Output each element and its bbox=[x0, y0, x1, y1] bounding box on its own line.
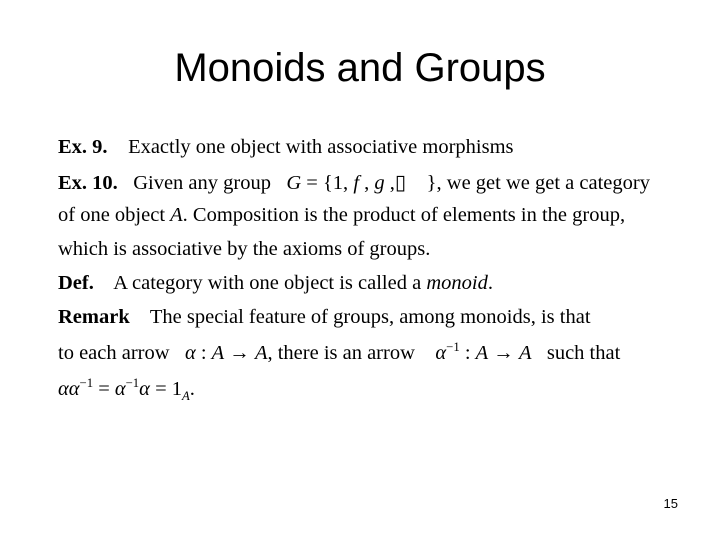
comma-1: , bbox=[359, 172, 375, 194]
equals-identity: = 1 bbox=[149, 378, 182, 400]
example-10-text-after: }, we get we get a category bbox=[426, 172, 650, 194]
equals-1: = bbox=[93, 378, 115, 400]
remark-text: The special feature of groups, among monoids, is that bbox=[149, 306, 591, 328]
line-7-t1: to each arrow bbox=[58, 342, 170, 364]
alpha-alpha: αα bbox=[58, 378, 80, 400]
remark-label: Remark bbox=[58, 306, 130, 328]
example-10-text-before: Given any group bbox=[133, 172, 271, 194]
line-7 bbox=[58, 342, 620, 365]
line-4 bbox=[58, 238, 430, 261]
definition-label: Def. bbox=[58, 272, 94, 294]
A-1: A bbox=[211, 342, 225, 364]
line-4-text: which is associative by the axioms of groups. bbox=[58, 238, 431, 260]
missing-glyph: ▯ bbox=[394, 172, 407, 194]
line-8 bbox=[58, 376, 195, 404]
example-10-label: Ex. 10. bbox=[58, 172, 118, 194]
example-9-text: Exactly one object with associative morphisms bbox=[128, 136, 514, 158]
colon-2: : bbox=[459, 342, 476, 364]
group-symbol-G: G bbox=[286, 172, 302, 194]
inverse-exponent-2: −1 bbox=[125, 376, 140, 391]
example-10-line bbox=[58, 170, 650, 195]
example-9-line bbox=[58, 136, 514, 159]
monoid-term: monoid bbox=[426, 272, 488, 294]
alpha-symbol-2: α bbox=[435, 342, 447, 364]
line-7-t2: , there is an arrow bbox=[267, 342, 415, 364]
arrow-1: → bbox=[224, 342, 255, 364]
remark-line bbox=[58, 306, 591, 329]
colon-1: : bbox=[195, 342, 212, 364]
element-f: f bbox=[353, 172, 360, 194]
set-open: = {1, bbox=[301, 172, 354, 194]
element-g: g bbox=[374, 172, 385, 194]
object-A: A bbox=[170, 204, 183, 226]
line-3-after: . Composition is the product of elements in the group, bbox=[182, 204, 626, 226]
example-9-label: Ex. 9. bbox=[58, 136, 108, 158]
A-2: A bbox=[254, 342, 268, 364]
line-3-before: of one object bbox=[58, 204, 166, 226]
line-7-t3: such that bbox=[546, 342, 621, 364]
A-3: A bbox=[475, 342, 489, 364]
page-number: 15 bbox=[663, 496, 678, 511]
inverse-exponent-1: −1 bbox=[79, 376, 94, 391]
definition-line bbox=[58, 272, 493, 295]
line-3 bbox=[58, 204, 625, 227]
definition-end: . bbox=[487, 272, 493, 294]
comma-2: , bbox=[384, 172, 395, 194]
alpha-end: α bbox=[139, 378, 150, 400]
A-4: A bbox=[518, 342, 532, 364]
arrow-2: → bbox=[488, 342, 519, 364]
slide-title: Monoids and Groups bbox=[174, 46, 546, 90]
identity-subscript: A bbox=[182, 389, 190, 404]
alpha-inv: α bbox=[114, 378, 126, 400]
alpha-symbol: α bbox=[184, 342, 196, 364]
inverse-exponent: −1 bbox=[446, 340, 460, 355]
definition-text: A category with one object is called a bbox=[113, 272, 422, 294]
period: . bbox=[189, 378, 195, 400]
